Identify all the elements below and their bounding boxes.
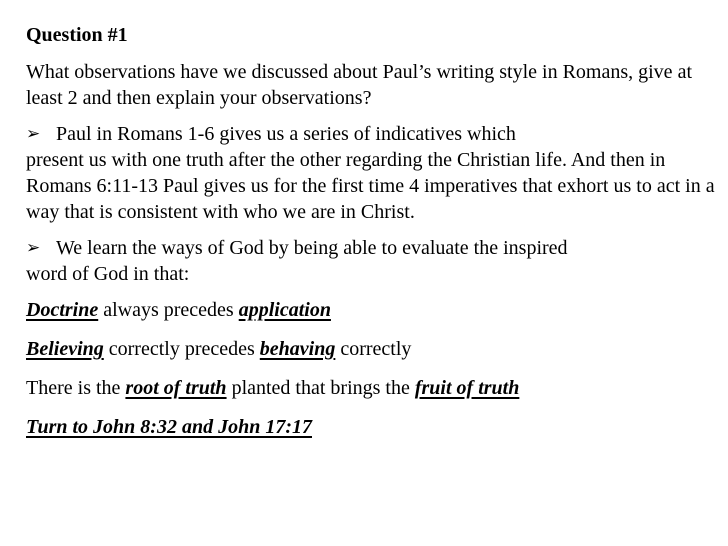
root-of-truth-term: root of truth: [125, 377, 227, 399]
arrow-bullet-icon: ➢: [26, 238, 41, 257]
fruit-of-truth-term: fruit of truth: [414, 377, 520, 399]
bullet-item: [26, 235, 716, 287]
doctrine-term: Doctrine: [26, 299, 99, 321]
application-term: application: [238, 299, 331, 321]
root-start-text: There is the: [26, 377, 126, 399]
document-page: [26, 22, 716, 453]
scripture-reference: [26, 414, 716, 440]
believing-middle-text: correctly precedes: [103, 338, 260, 360]
believing-end-text: correctly: [335, 338, 412, 360]
bullet-text-rest: word of God in that:: [26, 263, 190, 285]
question-heading: Question #1: [26, 24, 128, 46]
root-middle-text: planted that brings the: [226, 377, 415, 399]
turn-to-john-reference: Turn to John 8:32 and John 17:17: [26, 416, 312, 438]
doctrine-statement: [26, 297, 716, 323]
bullet-text-rest: present us with one truth after the other regarding the Christian life. And then in Romans 6:11-13 Paul gives us for the first time 4 imperatives that exhort us to act in a way that is consistent with who we are in Christ.: [26, 149, 715, 223]
behaving-term: behaving: [259, 338, 336, 360]
arrow-bullet-icon: ➢: [26, 124, 41, 143]
bullet-item: [26, 121, 716, 225]
believing-statement: [26, 336, 716, 362]
bullet-text-line1: We learn the ways of God by being able to evaluate the inspired: [56, 237, 568, 259]
bullet-text-line1: Paul in Romans 1-6 gives us a series of indicatives which: [56, 123, 516, 145]
root-statement: [26, 375, 716, 401]
doctrine-middle-text: always precedes: [98, 299, 239, 321]
question-text: What observations have we discussed about Paul’s writing style in Romans, give at least 2 and then explain your observations?: [26, 61, 692, 109]
believing-term: Believing: [26, 338, 104, 360]
